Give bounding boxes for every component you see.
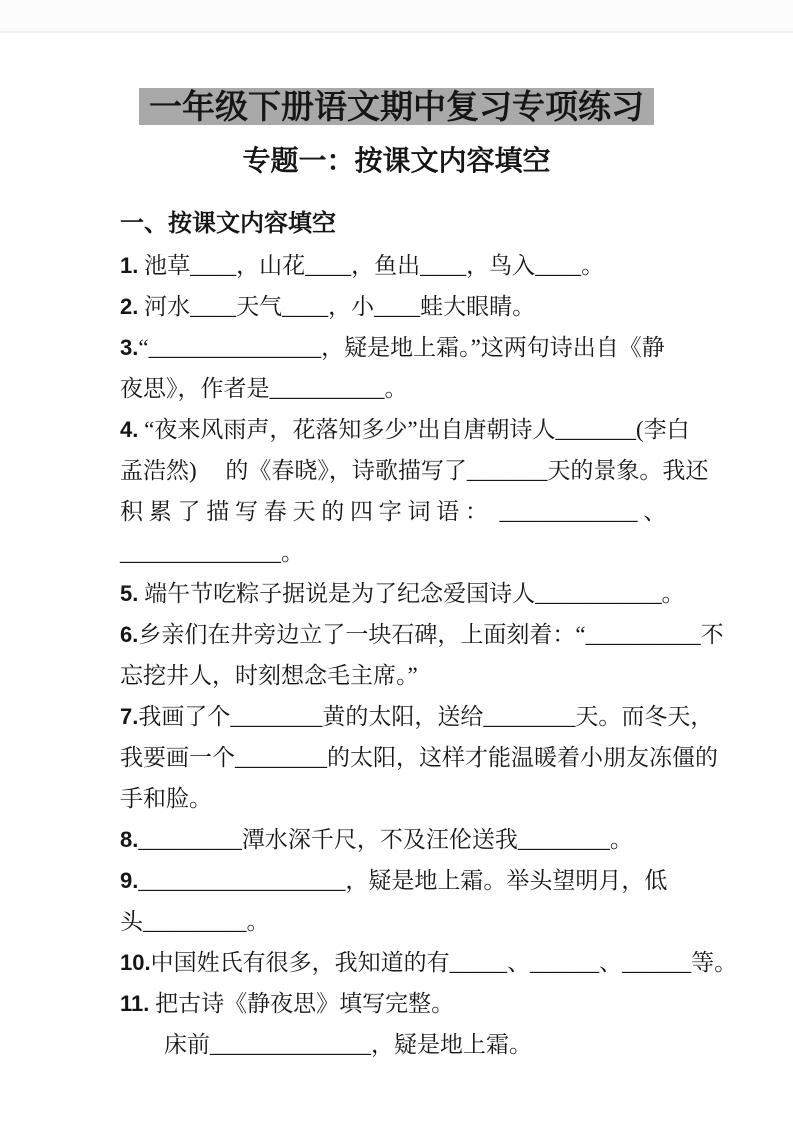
question-7-line — [120, 737, 718, 778]
question-7-line — [120, 778, 693, 819]
question-number: 2. — [120, 294, 139, 319]
question-text: 夜思》，作者是__________。 — [120, 376, 408, 401]
question-4-line — [120, 409, 693, 450]
question-text: “_______________，疑是地上霜。”这两句诗出自《静 — [138, 335, 665, 360]
question-text: _________潭水深千尺，不及汪伦送我________。 — [138, 827, 633, 852]
question-text: 端午节吃粽子据说是为了纪念爱国诗人___________。 — [138, 581, 685, 606]
question-text: 忘挖井人，时刻想念毛主席。” — [120, 663, 418, 688]
page-top-divider — [0, 0, 793, 33]
question-4-line — [120, 491, 693, 532]
question-number: 3. — [120, 335, 139, 360]
topic-subtitle: 专题一：按课文内容填空 — [242, 145, 551, 176]
question-1-line — [120, 245, 693, 286]
question-text: “夜来风雨声，花落知多少”出自唐朝诗人_______(李白 — [138, 417, 690, 442]
question-2-line — [120, 286, 693, 327]
question-3-line — [120, 327, 693, 368]
question-number: 11. — [120, 991, 150, 1016]
question-text: __________________，疑是地上霜。举头望明月，低 — [138, 868, 668, 893]
question-number: 7. — [120, 704, 139, 729]
question-3-line — [120, 368, 693, 409]
question-text: 中国姓氏有很多，我知道的有_____、______、______等。 — [150, 950, 738, 975]
question-4-line — [120, 450, 709, 491]
question-text: 我要画一个________的太阳，这样才能温暖着小朋友冻僵的 — [120, 745, 718, 770]
question-text: ______________。 — [120, 540, 304, 565]
question-5-line — [120, 573, 693, 614]
question-number: 1. — [120, 253, 139, 278]
question-10-line — [120, 942, 738, 983]
question-9-line — [120, 901, 693, 942]
question-4-line — [120, 532, 693, 573]
question-text: 把古诗《静夜思》填写完整。 — [149, 991, 455, 1016]
question-text: 池草____，山花____，鱼出____，鸟入____。 — [138, 253, 605, 278]
question-7-line — [120, 696, 714, 737]
question-list — [120, 245, 738, 1065]
question-text: 积 累 了 描 写 春 天 的 四 字 词 语 ： ____________ 、 — [120, 499, 667, 524]
question-9-line — [120, 860, 693, 901]
document-title-highlight: 一年级下册语文期中复习专项练习 — [139, 88, 654, 125]
question-text: 头_________。 — [120, 909, 270, 934]
question-number: 10. — [120, 950, 151, 975]
section-heading: 一、按课文内容填空 — [120, 211, 336, 237]
document-title — [0, 86, 793, 127]
question-number: 8. — [120, 827, 139, 852]
question-number: 5. — [120, 581, 139, 606]
question-text: 我画了个________黄的太阳，送给________天。而冬天， — [138, 704, 714, 729]
question-number: 6. — [120, 622, 139, 647]
question-text: 河水____天气____，小____蛙大眼睛。 — [138, 294, 536, 319]
question-number: 9. — [120, 868, 139, 893]
question-8-line — [120, 819, 693, 860]
question-6-line — [120, 614, 724, 655]
question-number: 4. — [120, 417, 139, 442]
question-11-line — [120, 983, 693, 1024]
question-text: 手和脸。 — [120, 786, 212, 811]
worksheet-content — [0, 204, 793, 1065]
question-11-line — [120, 1024, 693, 1065]
question-text: 床前______________，疑是地上霜。 — [164, 1032, 532, 1057]
question-6-line — [120, 655, 693, 696]
question-text: 乡亲们在井旁边立了一块石碑，上面刻着：“__________不 — [138, 622, 724, 647]
question-text: 孟浩然) 的《春晓》，诗歌描写了_______天的景象。我还 — [120, 458, 709, 483]
